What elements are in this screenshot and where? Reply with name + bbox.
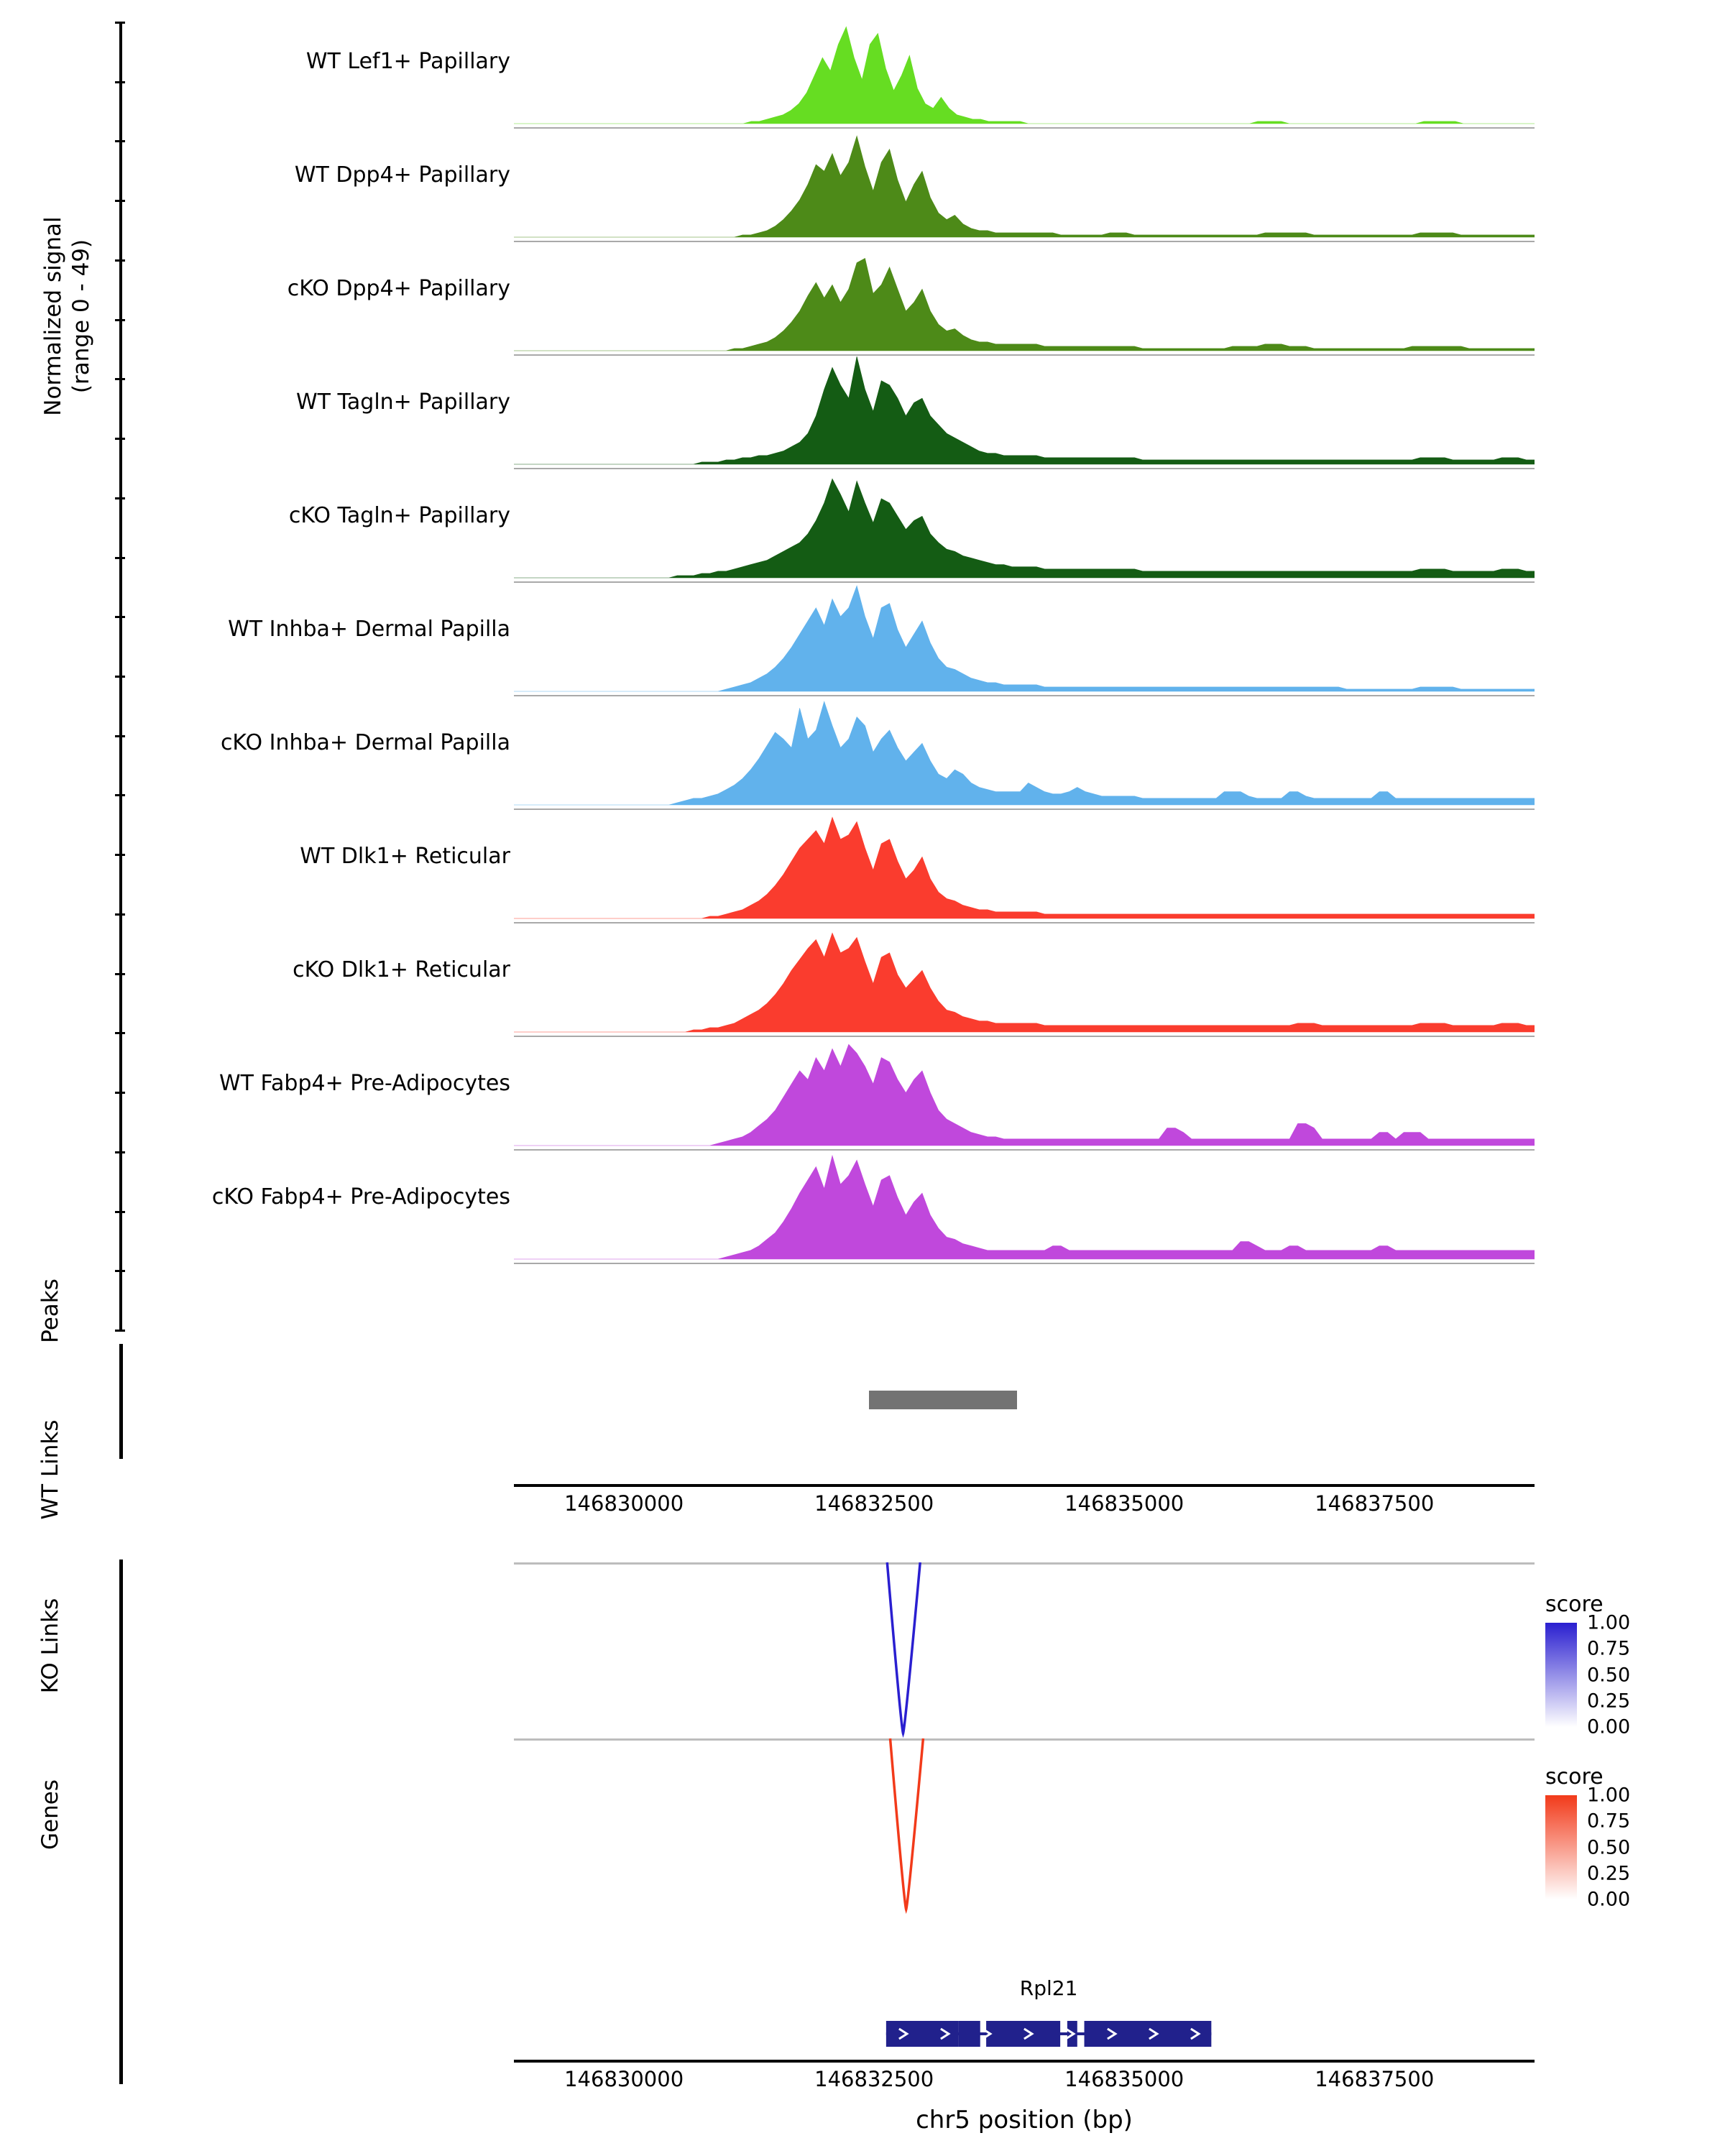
coverage-track-plot <box>514 356 1535 470</box>
coverage-track <box>0 811 1725 924</box>
legend-tick-label: 0.50 <box>1587 1836 1631 1858</box>
y-axis-tick <box>115 1330 125 1332</box>
x-axis-tick-label: 146837500 <box>1315 1491 1435 1516</box>
legend-tick-label: 1.00 <box>1587 1784 1631 1807</box>
coverage-track <box>0 584 1725 697</box>
coverage-area-svg <box>514 356 1535 470</box>
ko-links-legend <box>1545 1764 1725 1911</box>
legend-tick-label: 0.75 <box>1587 1810 1631 1833</box>
coverage-track <box>0 470 1725 584</box>
peaks-panel <box>0 1279 1725 1480</box>
x-axis-tick-label: 146837500 <box>1315 2067 1435 2091</box>
coverage-area-svg <box>514 697 1535 811</box>
coverage-track-plot <box>514 811 1535 924</box>
coverage-track-label: WT Dlk1+ Reticular <box>300 844 510 869</box>
coverage-track-label: cKO Tagln+ Papillary <box>288 503 510 528</box>
coverage-track-plot <box>514 129 1535 243</box>
wt-links-axis-line <box>119 1560 123 1739</box>
coverage-area-svg <box>514 243 1535 356</box>
coverage-area-svg <box>514 924 1535 1038</box>
x-axis-top <box>514 1484 1535 1534</box>
x-axis-tick-label: 146832500 <box>814 2067 934 2091</box>
coverage-track-label: cKO Dpp4+ Papillary <box>287 276 510 301</box>
x-axis-bottom <box>514 2060 1535 2110</box>
x-axis-line-bottom <box>514 2060 1535 2063</box>
coverage-track-plot <box>514 243 1535 356</box>
coverage-track-label: cKO Dlk1+ Reticular <box>293 957 510 982</box>
coverage-track <box>0 16 1725 129</box>
ko-links-legend-ticks <box>1587 1784 1695 1911</box>
legend-tick-label: 0.50 <box>1587 1664 1631 1686</box>
coverage-area-svg <box>514 16 1535 129</box>
legend-tick-label: 0.75 <box>1587 1637 1631 1660</box>
wt-links-svg <box>514 1552 1535 1746</box>
coverage-track <box>0 1038 1725 1151</box>
x-axis-tick-label: 146830000 <box>564 1491 684 1516</box>
coverage-track-plot <box>514 470 1535 584</box>
peaks-row-label: Peaks <box>37 1279 63 1343</box>
gene-model <box>514 2012 1535 2055</box>
coverage-track <box>0 129 1725 243</box>
coverage-track-plot <box>514 697 1535 811</box>
coverage-track-plot <box>514 1038 1535 1151</box>
x-axis-title: chr5 position (bp) <box>916 2106 1133 2134</box>
x-axis-line-top <box>514 1484 1535 1487</box>
coverage-area-svg <box>514 470 1535 584</box>
coverage-track-plot <box>514 924 1535 1038</box>
coverage-track-plot <box>514 584 1535 697</box>
coverage-track-label: WT Inhba+ Dermal Papilla <box>228 617 510 642</box>
ko-links-row-label: KO Links <box>37 1598 63 1694</box>
coverage-track-label: WT Lef1+ Papillary <box>305 49 510 74</box>
wt-links-legend <box>1545 1592 1725 1738</box>
coverage-track-plot <box>514 1151 1535 1265</box>
legend-tick-label: 0.00 <box>1587 1888 1631 1911</box>
ko-links-legend-gradient <box>1545 1795 1577 1899</box>
ko-links-arcs <box>514 1728 1535 1922</box>
legend-tick-label: 1.00 <box>1587 1611 1631 1634</box>
coverage-track <box>0 1151 1725 1265</box>
coverage-track-label: WT Fabp4+ Pre-Adipocytes <box>219 1071 510 1096</box>
coverage-area-svg <box>514 584 1535 697</box>
gene-model-svg <box>514 2012 1535 2055</box>
y-axis-label-line1: Normalized signal <box>40 216 66 416</box>
gene-name-label: Rpl21 <box>1019 1976 1078 2000</box>
coverage-track-label: WT Dpp4+ Papillary <box>294 162 510 188</box>
coverage-area-svg <box>514 811 1535 924</box>
coverage-track <box>0 697 1725 811</box>
x-axis-tick-label: 146830000 <box>564 2067 684 2091</box>
coverage-track-label: WT Tagln+ Papillary <box>296 390 510 415</box>
genes-row-label: Genes <box>37 1779 63 1850</box>
wt-links-legend-ticks <box>1587 1611 1695 1738</box>
genes-axis-line <box>119 1904 123 2084</box>
x-axis-tick-label: 146832500 <box>814 1491 934 1516</box>
x-axis-tick-label: 146835000 <box>1064 1491 1184 1516</box>
wt-links-arcs <box>514 1552 1535 1746</box>
wt-links-row-label: WT Links <box>37 1419 63 1520</box>
coverage-track <box>0 356 1725 470</box>
peak-region-bar <box>869 1391 1017 1409</box>
x-axis-tick-label: 146835000 <box>1064 2067 1184 2091</box>
ko-links-axis-line <box>119 1736 123 1915</box>
y-axis-label-line2: (range 0 - 49) <box>68 239 94 394</box>
y-axis-tick <box>115 1270 125 1272</box>
coverage-track-label: cKO Fabp4+ Pre-Adipocytes <box>211 1184 510 1210</box>
legend-tick-label: 0.25 <box>1587 1690 1631 1713</box>
coverage-area-svg <box>514 1038 1535 1151</box>
ko-links-svg <box>514 1728 1535 1922</box>
coverage-track <box>0 924 1725 1038</box>
coverage-track <box>0 243 1725 356</box>
ko-links-legend-title: score <box>1545 1764 1604 1789</box>
wt-links-legend-gradient <box>1545 1623 1577 1727</box>
coverage-area-svg <box>514 1151 1535 1265</box>
legend-tick-label: 0.00 <box>1587 1715 1631 1738</box>
coverage-area-svg <box>514 129 1535 243</box>
wt-links-legend-title: score <box>1545 1592 1604 1617</box>
coverage-track-label: cKO Inhba+ Dermal Papilla <box>220 730 510 755</box>
coverage-track-plot <box>514 16 1535 129</box>
legend-tick-label: 0.25 <box>1587 1862 1631 1885</box>
peaks-axis-line <box>119 1344 123 1459</box>
